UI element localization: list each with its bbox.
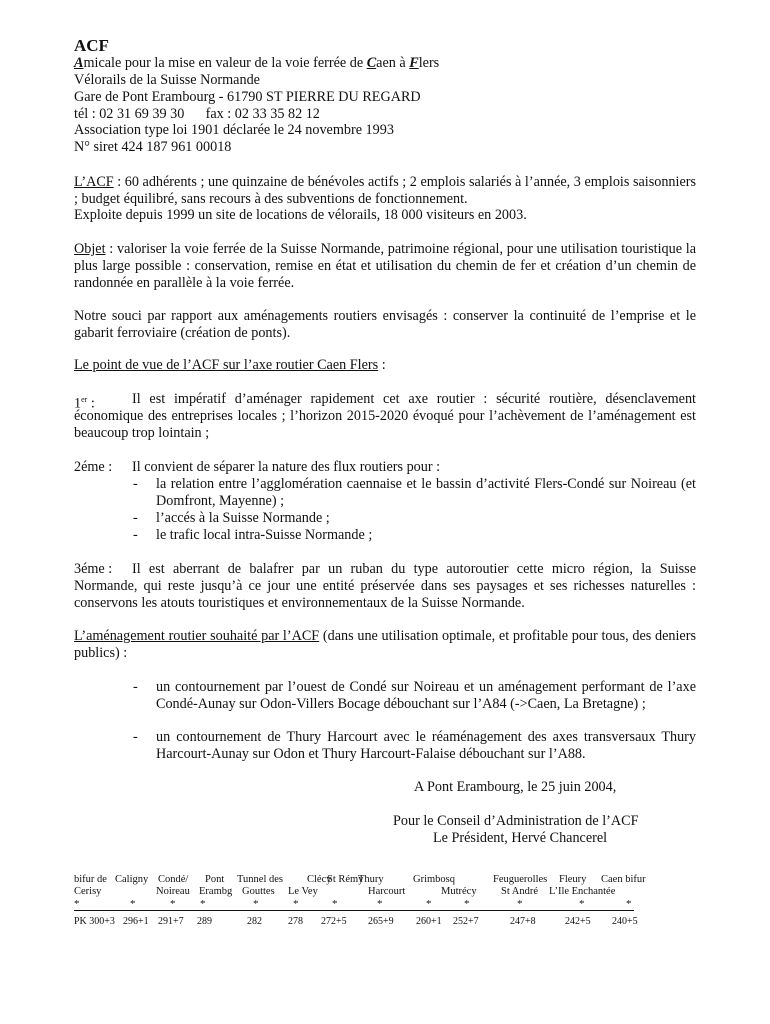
station-marker: *: [464, 898, 470, 910]
initial-a: A: [74, 55, 84, 71]
station-marker: *: [200, 898, 206, 910]
station-marker: *: [426, 898, 432, 910]
point-2-text: Il convient de séparer la nature des flux routiers pour :: [132, 459, 441, 475]
station-name-line2: L’Ile Enchantée: [549, 886, 616, 897]
station-name: Thury: [358, 874, 384, 885]
station-marker: *: [130, 898, 136, 910]
station-name: St Rémy: [327, 874, 364, 885]
station-name: Caligny: [115, 874, 149, 885]
station-pk: 278: [288, 916, 303, 927]
station-pk: 252+7: [453, 916, 479, 927]
header-line-siret: N° siret 424 187 961 00018: [74, 139, 232, 155]
acf-intro-visitors: Exploite depuis 1999 un site de locations de vélorails, 18 000 visiteurs en 2003.: [74, 207, 527, 223]
station-pk: 289: [197, 916, 212, 927]
point-3-rest: Normande, qui reste jusqu’à ce jour une entité préservée dans ses paysages et ses richesses naturelles : conservons les atouts touristiques et environnementaux de la Suisse Normande.: [74, 578, 696, 611]
point-2-item-1: la relation entre l’agglomération caennaise et le bassin d’activité Flers-Condé sur Noireau (et Domfront, Mayenne) ;: [156, 476, 696, 509]
objet-paragraph: Objet : valoriser la voie ferrée de la Suisse Normande, patrimoine régional, pour une utilisation touristique la plus large possible : conservation, remise en état et utilisation du chemin de fer et création d’un chemin de randonnée en parallèle à la voie ferrée.: [74, 241, 696, 291]
station-name-line2: Harcourt: [368, 886, 406, 897]
point-1-rest: économique des entreprises locales ; l’horizon 2015-2020 évoqué pour l’achèvement de l’aménagement est beaucoup trop lointain ;: [74, 408, 696, 441]
point-2-dash-2: -: [133, 510, 138, 526]
station-pk: PK 300+3: [74, 916, 115, 927]
station-name-line2: Gouttes: [242, 886, 275, 897]
station-name: Grimbosq: [413, 874, 455, 885]
acronym-title: ACF: [74, 36, 109, 55]
acf-intro-paragraph: L’ACF : 60 adhérents ; une quinzaine de bénévoles actifs ; 2 emplois salariés à l’année, 3 emplois saisonniers ; budget équilibré, sans recours à des subventions de fonctionnement.: [74, 174, 696, 207]
point-1-label: 1er :: [74, 395, 95, 412]
station-name: Pont: [205, 874, 225, 885]
association-name: Amicale pour la mise en valeur de la voie ferrée de Caen à Flers: [74, 55, 440, 71]
station-name: Feuguerolles: [493, 874, 548, 885]
objet-label: Objet: [74, 241, 106, 257]
station-marker: *: [377, 898, 383, 910]
initial-c: C: [366, 55, 377, 71]
station-pk: 265+9: [368, 916, 394, 927]
station-name: Tunnel des: [237, 874, 283, 885]
point-2-label: 2éme :: [74, 459, 113, 475]
route-line: [74, 910, 634, 911]
header-line-address: Gare de Pont Erambourg - 61790 ST PIERRE DU REGARD: [74, 89, 421, 105]
station-name-line2: St André: [501, 886, 539, 897]
station-name: Condé/: [158, 874, 189, 885]
amenagement-dash-2: -: [133, 729, 138, 745]
station-name: Caen bifur: [601, 874, 646, 885]
station-name-line2: Erambg: [199, 886, 233, 897]
station-name: Clécy: [307, 874, 332, 885]
acf-label: L’ACF: [74, 174, 114, 190]
point-de-vue-heading: Le point de vue de l’ACF sur l’axe routier Caen Flers :: [74, 357, 386, 373]
station-name-line2: Cerisy: [74, 886, 102, 897]
header-line-velorails: Vélorails de la Suisse Normande: [74, 72, 260, 88]
station-marker: *: [579, 898, 585, 910]
station-name: bifur de: [74, 874, 107, 885]
amenagement-paragraph: L’aménagement routier souhaité par l’ACF (dans une utilisation optimale, et profitable pour tous, des deniers publics) :: [74, 628, 696, 661]
place-and-date: A Pont Erambourg, le 25 juin 2004,: [414, 779, 617, 795]
header-line-phone: tél : 02 31 69 39 30 fax : 02 33 35 82 12: [74, 106, 320, 122]
station-pk: 272+5: [321, 916, 347, 927]
point-3-label: 3éme :: [74, 561, 113, 577]
amenagement-heading: L’aménagement routier souhaité par l’ACF: [74, 628, 320, 644]
station-name: Fleury: [559, 874, 587, 885]
souci-paragraph: Notre souci par rapport aux aménagements routiers envisagés : conserver la continuité de l’emprise et le gabarit ferroviaire (création de ponts).: [74, 308, 696, 341]
station-marker: *: [293, 898, 299, 910]
point-2-dash-3: -: [133, 527, 138, 543]
station-pk: 291+7: [158, 916, 184, 927]
station-pk: 282: [247, 916, 262, 927]
station-name-line2: Mutrécy: [441, 886, 477, 897]
station-marker: *: [626, 898, 632, 910]
station-marker: *: [517, 898, 523, 910]
point-1-first-line: Il est impératif d’aménager rapidement cet axe routier : sécurité routière, désenclavement: [132, 391, 696, 407]
station-name-line2: Le Vey: [288, 886, 318, 897]
station-pk: 247+8: [510, 916, 536, 927]
amenagement-item-2: un contournement de Thury Harcourt avec le réaménagement des axes transversaux Thury Harcourt-Aunay sur Odon et Thury Harcourt-Falaise débouchant sur l’A88.: [156, 729, 696, 762]
station-marker: *: [170, 898, 176, 910]
initial-f: F: [409, 55, 419, 71]
station-pk: 242+5: [565, 916, 591, 927]
point-2-dash-1: -: [133, 476, 138, 492]
point-2-item-2: l’accés à la Suisse Normande ;: [156, 510, 330, 526]
station-marker: *: [332, 898, 338, 910]
header-line-association: Association type loi 1901 déclarée le 24 novembre 1993: [74, 122, 394, 138]
amenagement-item-1: un contournement par l’ouest de Condé sur Noireau et un aménagement performant de l’axe Condé-Aunay sur Odon-Villers Bocage débouchant sur l’A84 (->Caen, La Bretagne) ;: [156, 679, 696, 712]
station-pk: 240+5: [612, 916, 638, 927]
point-2-item-3: le trafic local intra-Suisse Normande ;: [156, 527, 373, 543]
station-marker: *: [74, 898, 80, 910]
amenagement-dash-1: -: [133, 679, 138, 695]
signature-council: Pour le Conseil d’Administration de l’ACF: [393, 813, 639, 829]
station-marker: *: [253, 898, 259, 910]
station-name-line2: Noireau: [156, 886, 190, 897]
station-pk: 296+1: [123, 916, 149, 927]
signature-president: Le Président, Hervé Chancerel: [433, 830, 608, 846]
station-pk: 260+1: [416, 916, 442, 927]
point-3-first-line: Il est aberrant de balafrer par un ruban du type autoroutier cette micro région, la Suisse: [132, 561, 696, 577]
